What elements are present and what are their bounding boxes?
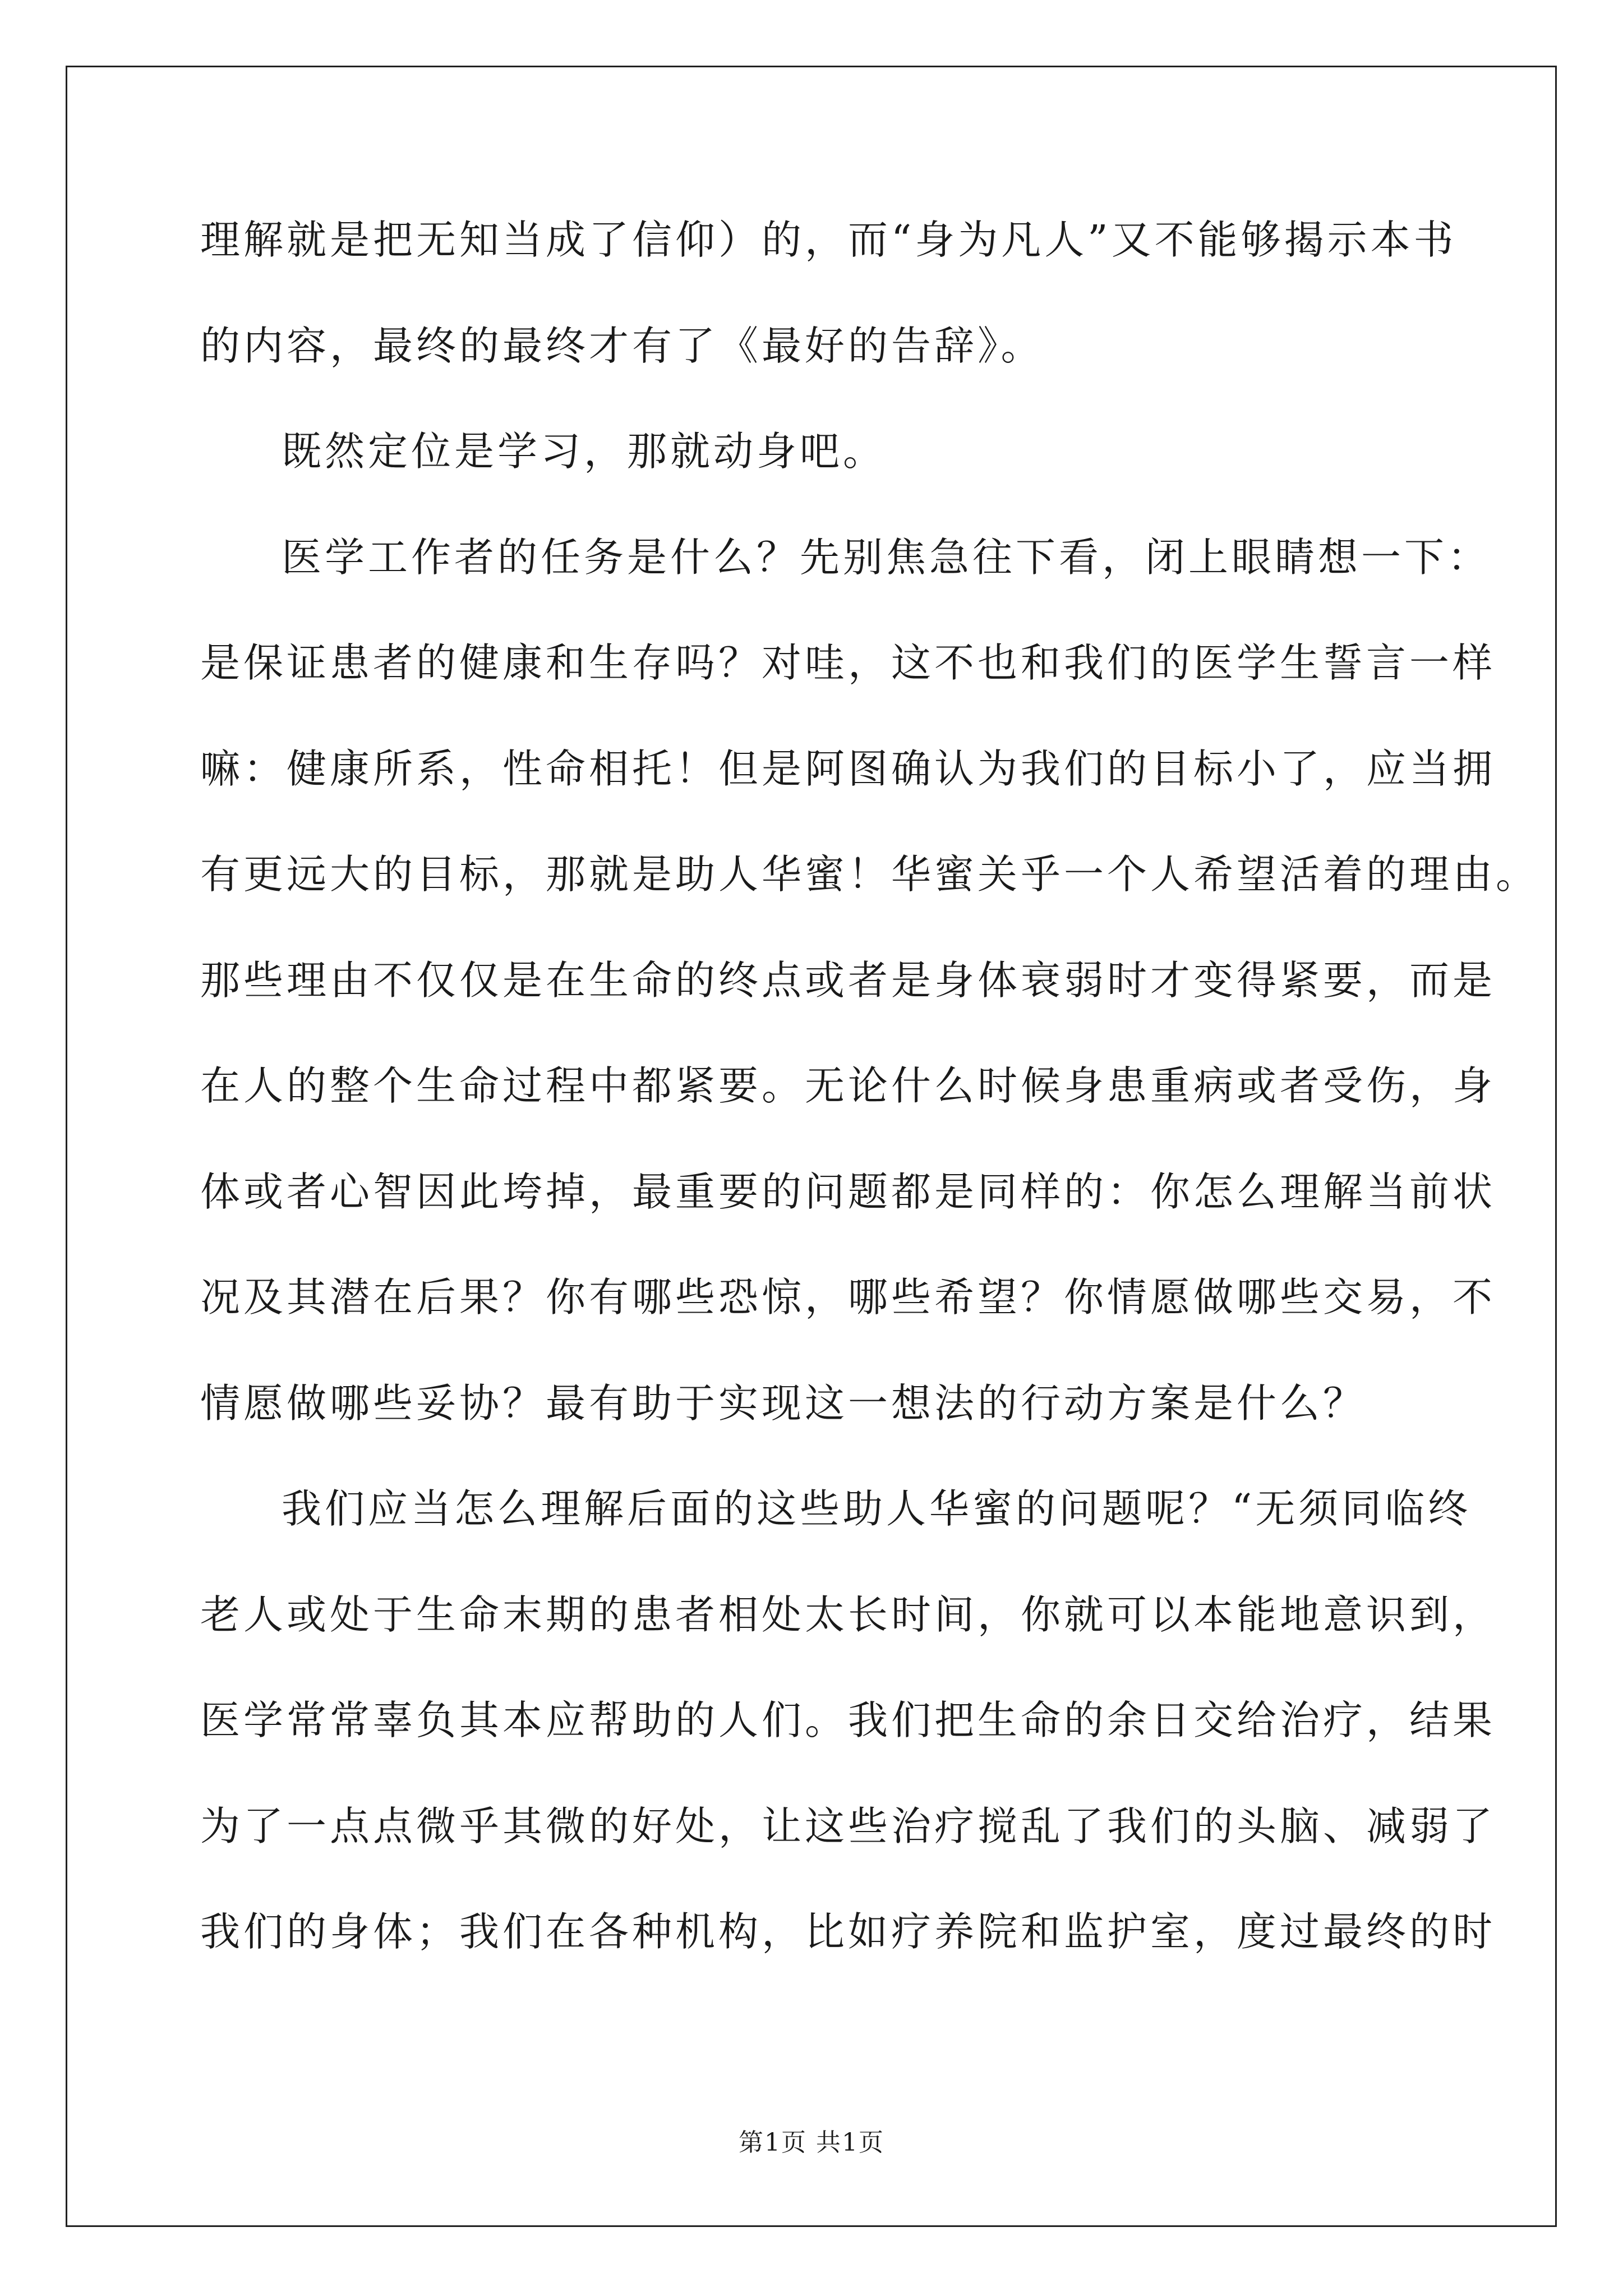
text-line-10: 体或者心智因此垮掉，最重要的问题都是同样的：你怎么理解当前状: [200, 1168, 1496, 1215]
text-line-1: 理解就是把无知当成了信仰）的，而“身为凡人”又不能够揭示本书: [200, 217, 1457, 263]
text-line-15: 医学常常辜负其本应帮助的人们。我们把生命的余日交给治疗，结果: [200, 1697, 1496, 1743]
text-line-16: 为了一点点微乎其微的好处，让这些治疗搅乱了我们的头脑、减弱了: [200, 1803, 1496, 1849]
page-border: [66, 66, 1557, 2227]
text-line-14: 老人或处于生命末期的患者相处太长时间，你就可以本能地意识到，: [200, 1591, 1496, 1638]
text-line-17: 我们的身体；我们在各种机构，比如疗养院和监护室，度过最终的时: [200, 1908, 1496, 1955]
text-line-9: 在人的整个生命过程中都紧要。无论什么时候身患重病或者受伤，身: [200, 1062, 1496, 1109]
text-line-11: 况及其潜在后果？你有哪些恐惊，哪些希望？你情愿做哪些交易，不: [200, 1274, 1496, 1320]
text-line-7: 有更远大的目标，那就是助人华蜜！华蜜关乎一个人希望活着的理由。: [200, 851, 1539, 898]
text-line-2: 的内容，最终的最终才有了《最好的告辞》。: [200, 323, 1044, 369]
text-line-8: 那些理由不仅仅是在生命的终点或者是身体衰弱时才变得紧要，而是: [200, 957, 1496, 1004]
paragraph-start-line-4: 医学工作者的任务是什么？先别焦急往下看，闭上眼睛想一下：: [282, 534, 1491, 581]
page-footer: 第1页 共1页: [739, 2128, 884, 2157]
text-line-5: 是保证患者的健康和生存吗？对哇，这不也和我们的医学生誓言一样: [200, 639, 1496, 686]
text-line-12: 情愿做哪些妥协？最有助于实现这一想法的行动方案是什么？: [200, 1380, 1367, 1427]
paragraph-start-line-13: 我们应当怎么理解后面的这些助人华蜜的问题呢？“无须同临终: [282, 1485, 1472, 1532]
text-line-6: 嘛：健康所系，性命相托！但是阿图确认为我们的目标小了，应当拥: [200, 746, 1496, 792]
paragraph-start-line-3: 既然定位是学习，那就动身吧。: [282, 428, 887, 475]
